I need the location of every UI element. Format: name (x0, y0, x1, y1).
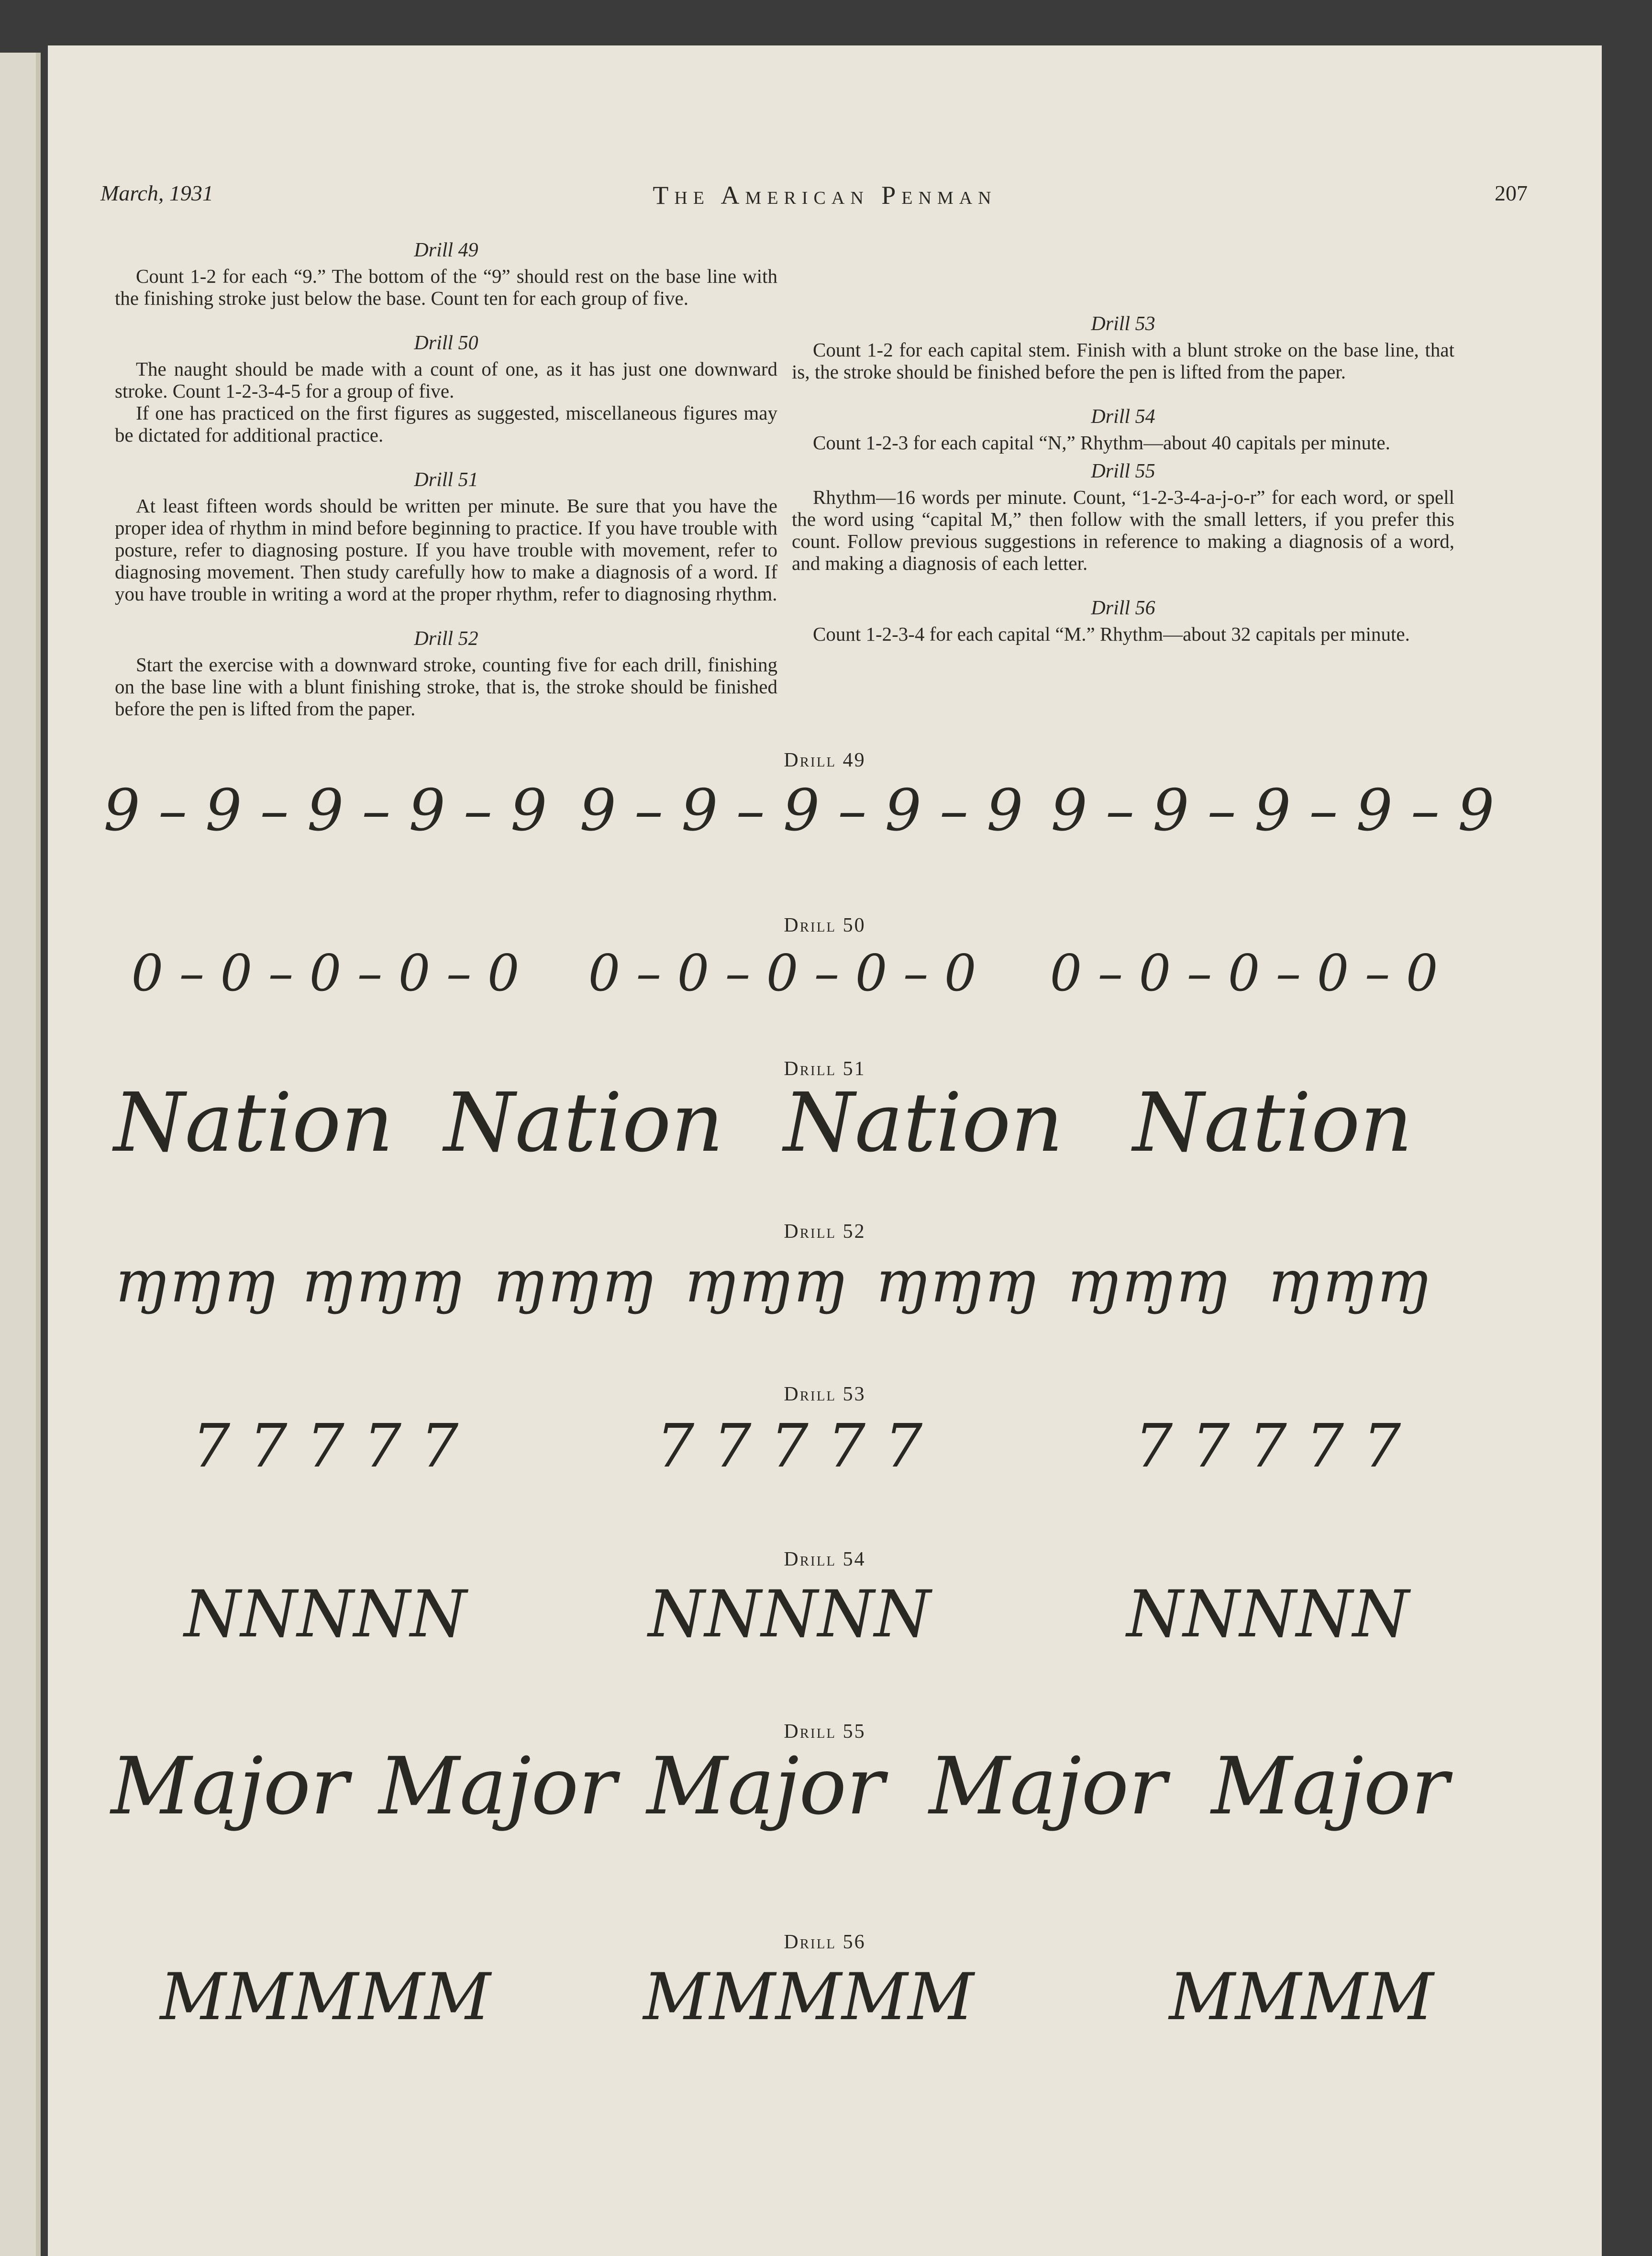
drill-53-group-1: 7 7 7 7 7 (192, 1411, 459, 1481)
drill-51-specimen (48, 1057, 1602, 1170)
page (48, 45, 1602, 2256)
drill-54-heading: Drill 54 (1091, 406, 1155, 428)
page-number: 207 (1495, 181, 1528, 205)
drill-54-label: Drill 54 (784, 1548, 866, 1570)
drill-54-text: Count 1-2-3 for each capital “N,” Rhythm—about 40 capitals per minute. (813, 432, 1390, 454)
drill-56-group-1: MMMMM (160, 1959, 491, 2034)
drill-54-specimen (48, 1548, 1602, 1652)
drill-51-group-4: Nation (1132, 1079, 1413, 1170)
drill-51-heading: Drill 51 (414, 469, 478, 491)
right-column (792, 239, 1454, 645)
drill-50-text-2: If one has practiced on the first figures as suggested, miscellaneous figures may be dictated for additional practice. (115, 402, 777, 446)
drill-55-group-4: Major (929, 1742, 1167, 1832)
drill-52-heading: Drill 52 (414, 628, 478, 650)
drill-49-group-2: 9 – 9 – 9 – 9 – 9 (579, 778, 1023, 844)
drill-55-heading: Drill 55 (1091, 460, 1155, 482)
drill-50-group-3: 0 – 0 – 0 – 0 – 0 (1050, 944, 1438, 1002)
drill-50-group-1: 0 – 0 – 0 – 0 – 0 (131, 944, 520, 1002)
drill-55-text: Rhythm—16 words per minute. Count, “1-2-3-4-a-j-o-r” for each word, or spell the word using “capital M,” then follow with the small letters, if you prefer this count. Follow previous suggestions in reference to making a diagnosis of a word, and making a diagnosis of each letter. (792, 486, 1454, 574)
drill-49-label: Drill 49 (784, 749, 866, 771)
drill-52-group-6: ɱɱɱ (1066, 1249, 1230, 1315)
drill-52-group-5: ɱɱɱ (875, 1249, 1039, 1315)
masthead: The American Penman (653, 181, 997, 210)
drill-55-group-5: Major (1211, 1742, 1449, 1832)
drill-53-specimen (48, 1383, 1602, 1481)
drill-54-group-1: NNNNN (184, 1577, 467, 1652)
drill-53-heading: Drill 53 (1091, 313, 1155, 335)
drill-52-group-2: ɱɱɱ (301, 1249, 465, 1315)
drill-49-group-3: 9 – 9 – 9 – 9 – 9 (1051, 778, 1495, 844)
drill-51-group-3: Nation (783, 1079, 1064, 1170)
drill-49-heading: Drill 49 (414, 239, 478, 261)
running-header (48, 180, 1602, 214)
drill-53-group-3: 7 7 7 7 7 (1134, 1411, 1401, 1481)
drill-51-text: At least fifteen words should be written per minute. Be sure that you have the proper idea of rhythm in mind before beginning to practice. If you have trouble with posture, refer to diagnosing posture. If you have trouble with movement, refer to diagnosing movement. Then study carefully how to make a diagnosis of a word. If you have trouble in writing a word at the proper rhythm, refer to diagnosing rhythm. (115, 495, 777, 605)
drill-55-specimen (48, 1720, 1602, 1832)
drill-50-text: The naught should be made with a count of one, as it has just one downward stroke. Count 1-2-3-4-5 for a group of five. (115, 358, 777, 402)
drill-56-group-3: MMMM (1169, 1959, 1434, 2034)
drill-54-group-2: NNNNN (648, 1577, 931, 1652)
drill-52-text: Start the exercise with a downward stroke, counting five for each drill, finishing on the base line with a blunt finishing stroke, that is, the stroke should be finished before the pen is lifted from the paper. (115, 654, 777, 720)
facing-page-edge (0, 53, 41, 2256)
drill-53-text: Count 1-2 for each capital stem. Finish with a blunt stroke on the base line, that is, the stroke should be finished before the pen is lifted from the paper. (792, 339, 1454, 383)
drill-56-label: Drill 56 (784, 1931, 866, 1953)
drill-54-group-3: NNNNN (1126, 1577, 1409, 1652)
drill-52-label: Drill 52 (784, 1221, 866, 1243)
drill-50-specimen (48, 914, 1602, 1002)
drill-56-specimen (48, 1931, 1602, 2034)
issue-date: March, 1931 (100, 181, 213, 205)
drill-53-label: Drill 53 (784, 1383, 866, 1405)
drill-50-label: Drill 50 (784, 914, 866, 936)
drill-51-group-2: Nation (443, 1079, 724, 1170)
drill-52-group-3: ɱɱɱ (492, 1249, 656, 1315)
drill-49-text: Count 1-2 for each “9.” The bottom of the “9” should rest on the base line with the finishing stroke just below the base. Count ten for each group of five. (115, 265, 777, 309)
drill-56-text: Count 1-2-3-4 for each capital “M.” Rhythm—about 32 capitals per minute. (813, 623, 1410, 645)
drill-50-group-2: 0 – 0 – 0 – 0 – 0 (588, 944, 976, 1002)
drill-49-specimen (48, 749, 1602, 844)
drill-52-specimen (48, 1220, 1602, 1315)
left-column (115, 239, 777, 720)
drill-52-group-1: ɱɱɱ (114, 1249, 278, 1315)
drill-55-group-2: Major (378, 1742, 617, 1832)
drill-52-group-7: ɱɱɱ (1267, 1249, 1431, 1315)
drill-50-heading: Drill 50 (414, 332, 478, 354)
drill-56-group-2: MMMMM (643, 1959, 974, 2034)
drill-51-label: Drill 51 (784, 1058, 866, 1080)
drill-55-group-1: Major (111, 1742, 349, 1832)
drill-55-label: Drill 55 (784, 1721, 866, 1743)
drill-53-group-2: 7 7 7 7 7 (656, 1411, 923, 1481)
drill-56-heading: Drill 56 (1091, 597, 1155, 619)
drill-49-group-1: 9 – 9 – 9 – 9 – 9 (103, 778, 547, 844)
drill-52-group-4: ɱɱɱ (684, 1249, 847, 1315)
drill-55-group-3: Major (646, 1742, 885, 1832)
drill-51-group-1: Nation (113, 1079, 394, 1170)
